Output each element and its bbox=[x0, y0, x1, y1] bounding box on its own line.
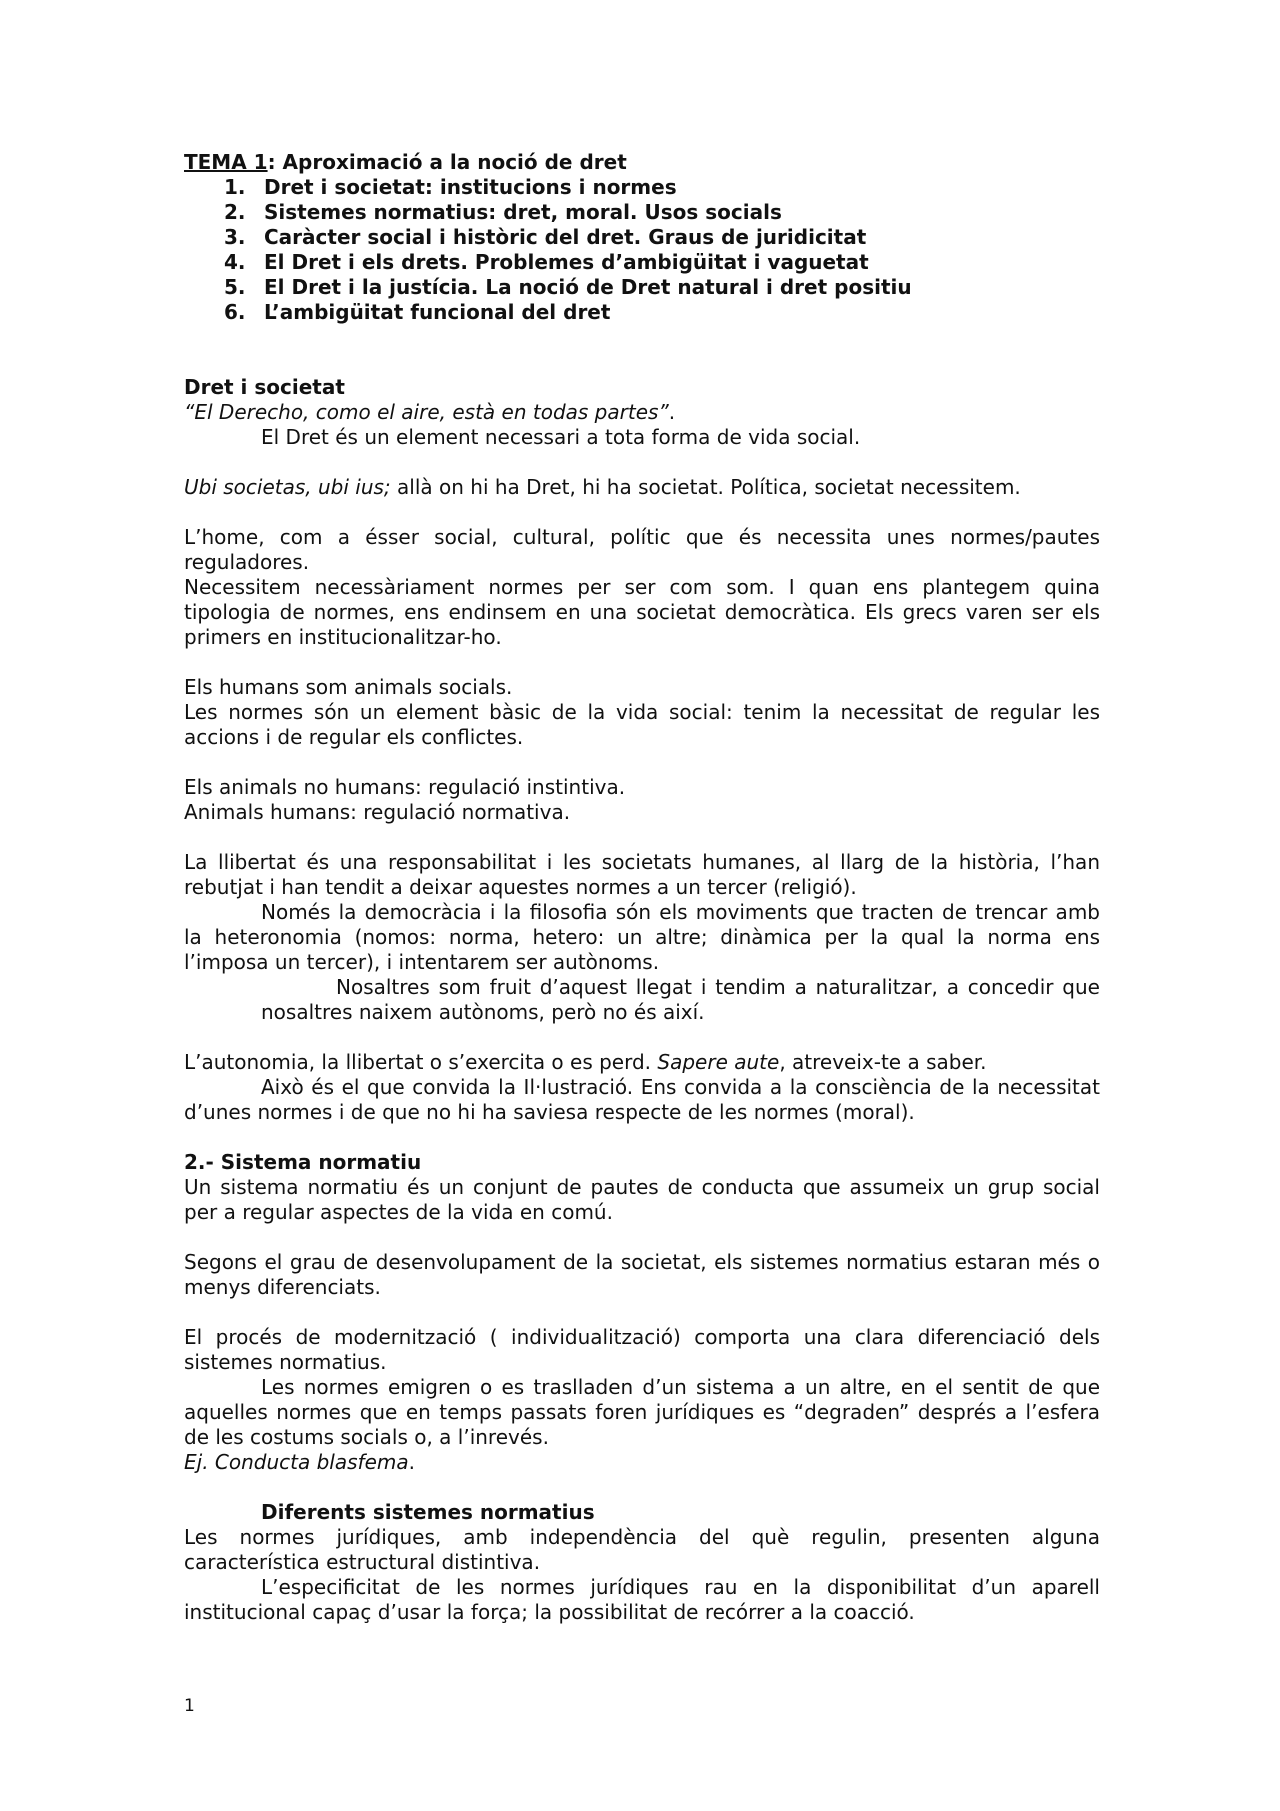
paragraph: La llibertat és una responsabilitat i les societats humanes, al llarg de la història, l’han rebutjat i han tendit a deixar aquestes normes a un tercer (religió). bbox=[184, 850, 1100, 899]
paragraph: Necessitem necessàriament normes per ser com som. I quan ens plantegem quina tipologia de normes, ens endinsem en una societat democràtica. Els grecs varen ser els primers en institucionalitzar-ho. bbox=[184, 575, 1100, 649]
paragraph: L’autonomia, la llibertat o s’exercita o es perd. Sapere aute, atreveix-te a saber. bbox=[184, 1050, 987, 1074]
paragraph: El Dret és un element necessari a tota forma de vida social. bbox=[261, 425, 861, 449]
subsection-title: Diferents sistemes normatius bbox=[261, 1500, 595, 1524]
paragraph: Animals humans: regulació normativa. bbox=[184, 800, 571, 824]
paragraph: Els animals no humans: regulació instintiva. bbox=[184, 775, 626, 799]
toc-item: 5. El Dret i la justícia. La noció de Dret natural i dret positiu bbox=[224, 275, 912, 299]
section-title: 2.- Sistema normatiu bbox=[184, 1150, 422, 1174]
paragraph: Un sistema normatiu és un conjunt de pautes de conducta que assumeix un grup social per a regular aspectes de la vida en comú. bbox=[184, 1175, 1100, 1224]
paragraph: Només la democràcia i la filosofia són els moviments que tracten de trencar amb la heteronomia (nomos: norma, hetero: un altre; dinàmica per la qual la norma ens l’imposa un tercer), i intentarem ser autònoms. bbox=[184, 900, 1100, 974]
toc-item: 6. L’ambigüitat funcional del dret bbox=[224, 300, 611, 324]
paragraph: Les normes emigren o es traslladen d’un sistema a un altre, en el sentit de que aquelles normes que en temps passats foren jurídiques es “degraden” després a l’esfera de les costums socials o, a l’inrevés. bbox=[184, 1375, 1100, 1449]
section-title: Dret i societat bbox=[184, 375, 345, 399]
paragraph: El procés de modernització ( individualització) comporta una clara diferenciació dels sistemes normatius. bbox=[184, 1325, 1100, 1374]
paragraph: Els humans som animals socials. bbox=[184, 675, 513, 699]
example: Ej. Conducta blasfema. bbox=[184, 1450, 415, 1474]
heading-title: : Aproximació a la noció de dret bbox=[267, 150, 627, 174]
toc-item: 2. Sistemes normatius: dret, moral. Usos socials bbox=[224, 200, 782, 224]
toc-item: 4. El Dret i els drets. Problemes d’ambigüitat i vaguetat bbox=[224, 250, 869, 274]
document-page bbox=[184, 150, 1100, 1625]
paragraph: Això és el que convida la Il·lustració. Ens convida a la consciència de la necessitat d’unes normes i de que no hi ha saviesa respecte de les normes (moral). bbox=[184, 1075, 1100, 1124]
spacer bbox=[184, 325, 1100, 375]
paragraph: Segons el grau de desenvolupament de la societat, els sistemes normatius estaran més o menys diferenciats. bbox=[184, 1250, 1100, 1299]
quote: “El Derecho, como el aire, està en todas partes”. bbox=[184, 400, 676, 424]
paragraph: Les normes són un element bàsic de la vida social: tenim la necessitat de regular les accions i de regular els conflictes. bbox=[184, 700, 1100, 749]
heading-label: TEMA 1 bbox=[184, 150, 268, 174]
toc-item: 1. Dret i societat: institucions i normes bbox=[224, 175, 677, 199]
document-heading bbox=[184, 150, 1100, 175]
paragraph: Ubi societas, ubi ius; allà on hi ha Dret, hi ha societat. Política, societat necessitem. bbox=[184, 475, 1021, 499]
paragraph-indented: Nosaltres som fruit d’aquest llegat i tendim a naturalitzar, a concedir que nosaltres naixem autònoms, però no és així. bbox=[261, 975, 1100, 1024]
paragraph: L’home, com a ésser social, cultural, polític que és necessita unes normes/pautes reguladores. bbox=[184, 525, 1100, 574]
paragraph: Les normes jurídiques, amb independència del què regulin, presenten alguna característica estructural distintiva. bbox=[184, 1525, 1100, 1574]
table-of-contents bbox=[184, 175, 1100, 325]
toc-item: 3. Caràcter social i històric del dret. Graus de juridicitat bbox=[224, 225, 867, 249]
page-number: 1 bbox=[184, 1696, 195, 1716]
paragraph: L’especificitat de les normes jurídiques rau en la disponibilitat d’un aparell institucional capaç d’usar la força; la possibilitat de recórrer a la coacció. bbox=[184, 1575, 1100, 1624]
